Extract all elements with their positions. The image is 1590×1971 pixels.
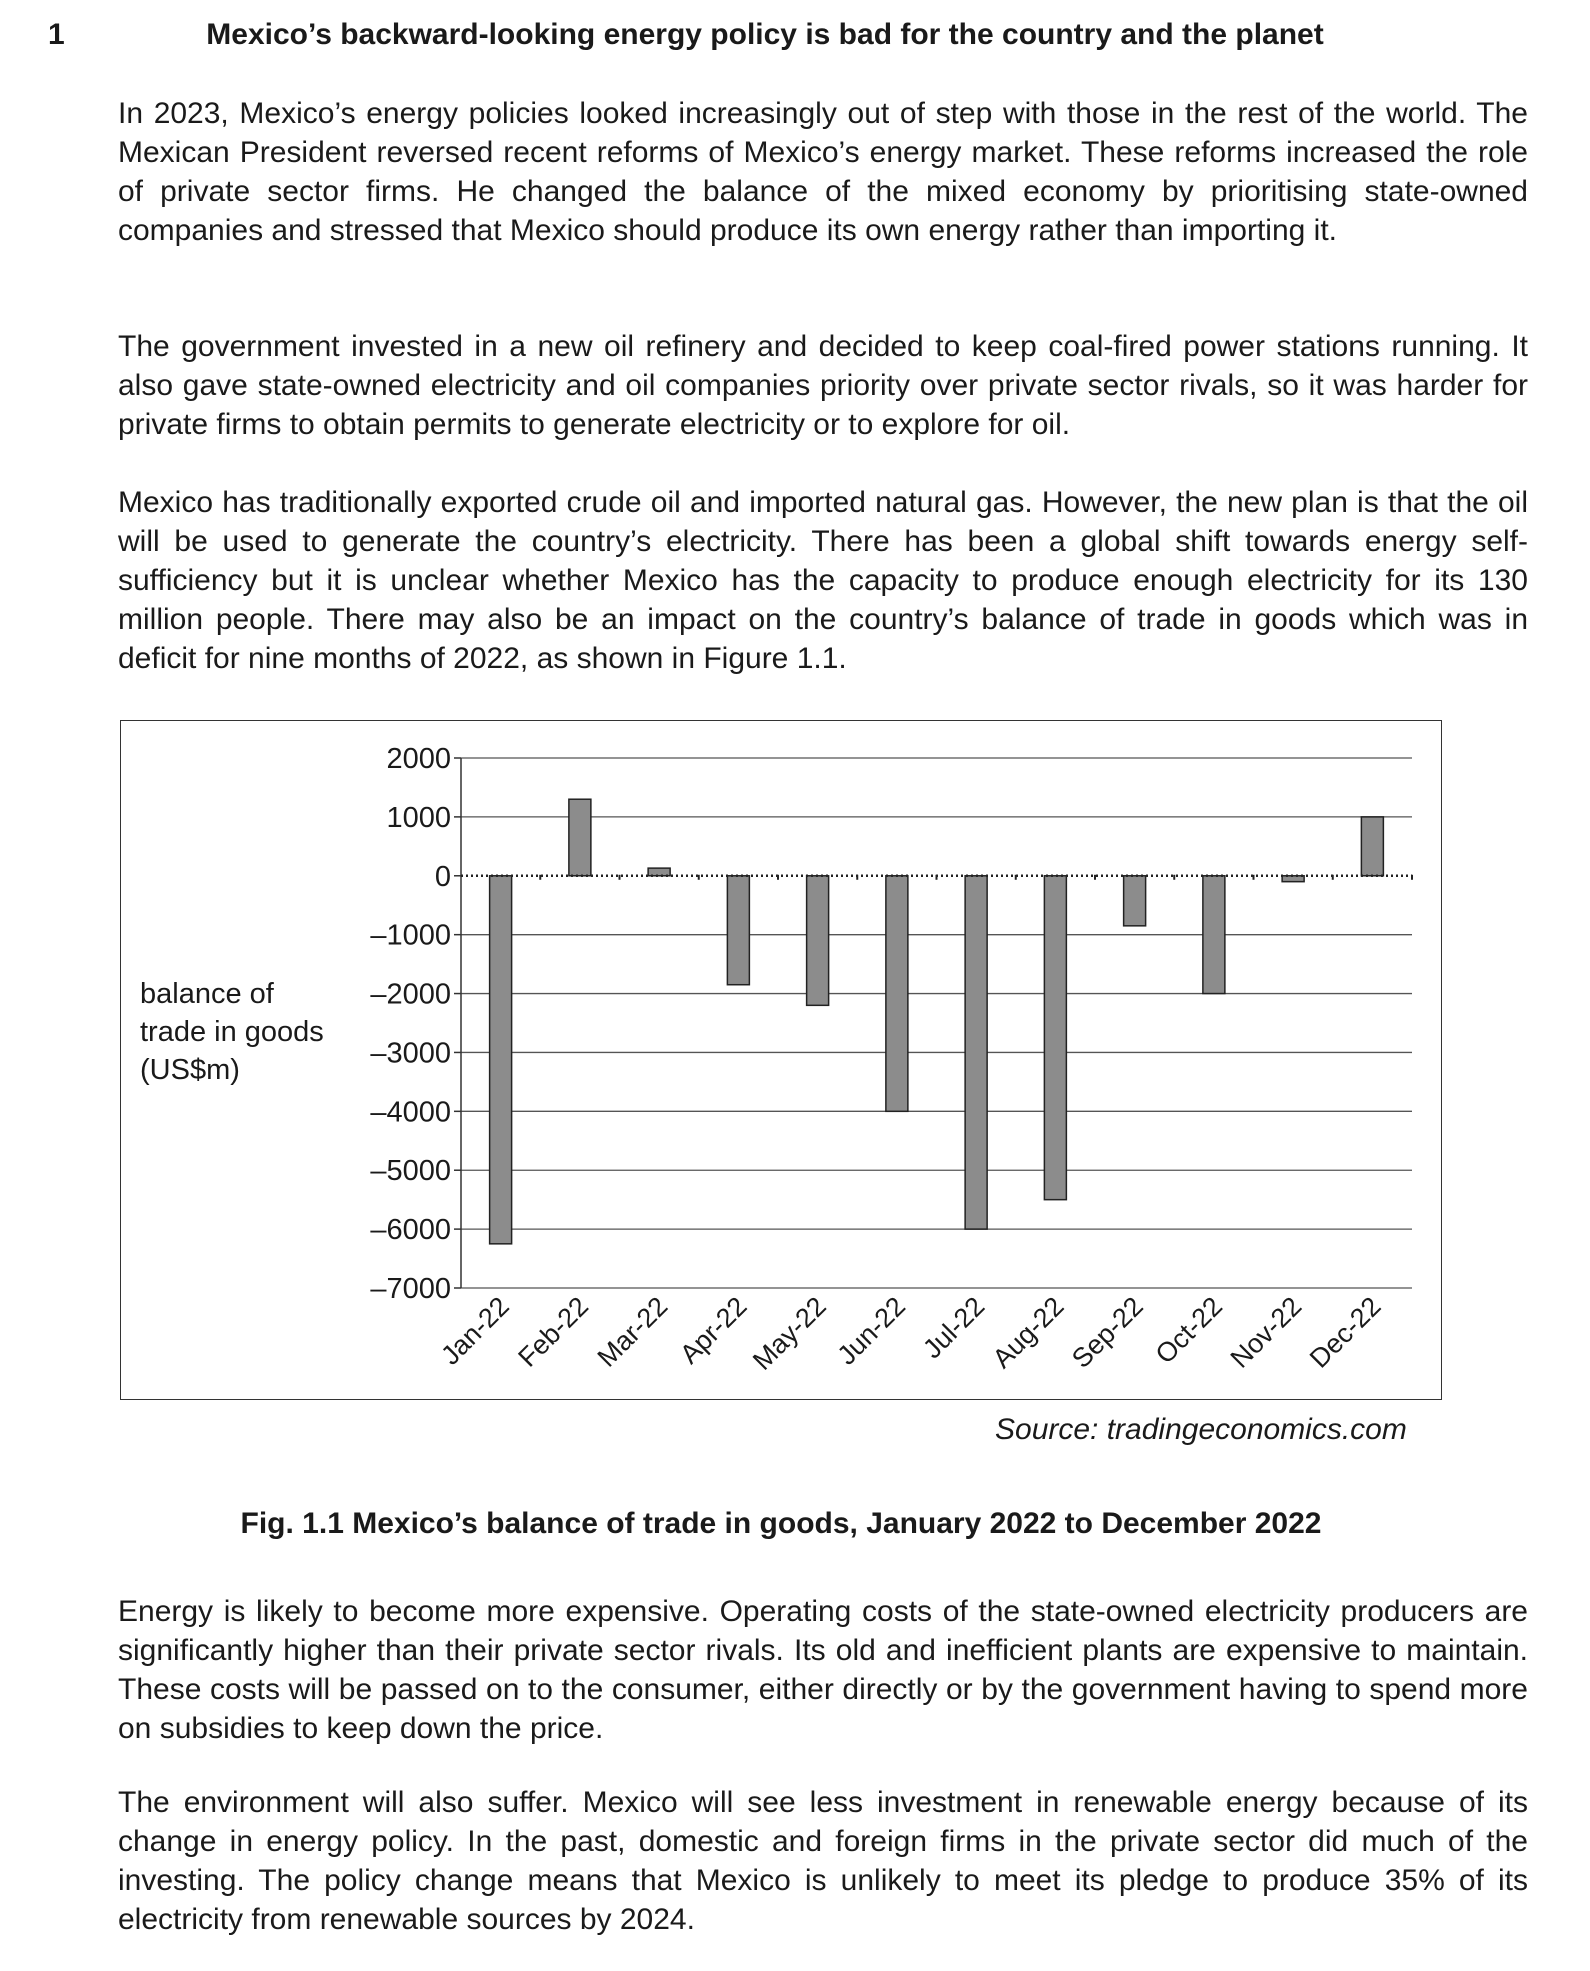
x-tick-label: Apr-22 (674, 1291, 753, 1370)
paragraph-2: The government invested in a new oil refinery and decided to keep coal-fired power stations running. It also gave state-owned electricity and oil companies priority over private sector rivals, so it was harder for private firms to obtain permits to generate electricity or to explore for oil. (118, 330, 1528, 441)
y-tick-label: –4000 (370, 1096, 451, 1129)
y-axis-label-line: (US$m) (140, 1054, 240, 1086)
y-tick-label: –2000 (370, 978, 451, 1011)
x-tick-label: Dec-22 (1303, 1291, 1387, 1374)
y-tick-label: 0 (434, 860, 451, 893)
x-tick-label: May-22 (746, 1291, 832, 1376)
article-title: Mexico’s backward-looking energy policy is bad for the country and the planet (206, 18, 1324, 51)
x-tick-label: Sep-22 (1066, 1291, 1149, 1374)
chart-source: Source: tradingeconomics.com (995, 1413, 1407, 1446)
y-axis-label (140, 975, 324, 1089)
paragraph-3: Mexico has traditionally exported crude oil and imported natural gas. However, the new plan is that the oil will be used to generate the country’s electricity. There has been a global shift towards energy self-sufficiency but it is unclear whether Mexico has the capacity to produce enough electricity for its 130 million people. There may also be an impact on the country’s balance of trade in goods which was in deficit for nine months of 2022, as shown in Figure 1.1. (118, 486, 1528, 675)
y-axis-label-line: balance of (140, 978, 274, 1010)
x-tick-label: Jul-22 (917, 1291, 991, 1365)
y-axis-label-line: trade in goods (140, 1016, 324, 1048)
y-tick-label: 2000 (386, 743, 451, 775)
y-tick-label: 1000 (386, 801, 451, 834)
paragraph-5: The environment will also suffer. Mexico will see less investment in renewable energy because of its change in energy policy. In the past, domestic and foreign firms in the private sector did much of the investing. The policy change means that Mexico is unlikely to meet its pledge to produce 35% of its electricity from renewable sources by 2024. (118, 1786, 1528, 1936)
x-tick-label: Jan-22 (435, 1291, 515, 1371)
y-tick-label: –7000 (370, 1273, 451, 1305)
x-tick-label: Nov-22 (1224, 1291, 1308, 1374)
y-tick-label: –6000 (370, 1214, 451, 1247)
x-tick-label: Feb-22 (512, 1291, 595, 1373)
x-tick-label: Jun-22 (831, 1291, 912, 1371)
y-tick-label: –1000 (370, 919, 451, 952)
x-tick-label: Oct-22 (1149, 1291, 1229, 1370)
x-tick-label: Aug-22 (986, 1291, 1070, 1374)
x-tick-label: Mar-22 (591, 1291, 674, 1373)
figure-caption: Fig. 1.1 Mexico’s balance of trade in goods, January 2022 to December 2022 (240, 1507, 1322, 1540)
question-number: 1 (48, 18, 65, 51)
y-tick-label: –5000 (370, 1155, 451, 1188)
paragraph-1: In 2023, Mexico’s energy policies looked increasingly out of step with those in the rest of the world. The Mexican President reversed recent reforms of Mexico’s energy market. These reforms increased the role of private sector firms. He changed the balance of the mixed economy by prioritising state-owned companies and stressed that Mexico should produce its own energy rather than importing it. (118, 97, 1528, 247)
y-tick-label: –3000 (370, 1037, 451, 1070)
paragraph-4: Energy is likely to become more expensive. Operating costs of the state-owned electricity producers are significantly higher than their private sector rivals. Its old and inefficient plants are expensive to maintain. These costs will be passed on to the consumer, either directly or by the government having to spend more on subsidies to keep down the price. (118, 1595, 1528, 1745)
